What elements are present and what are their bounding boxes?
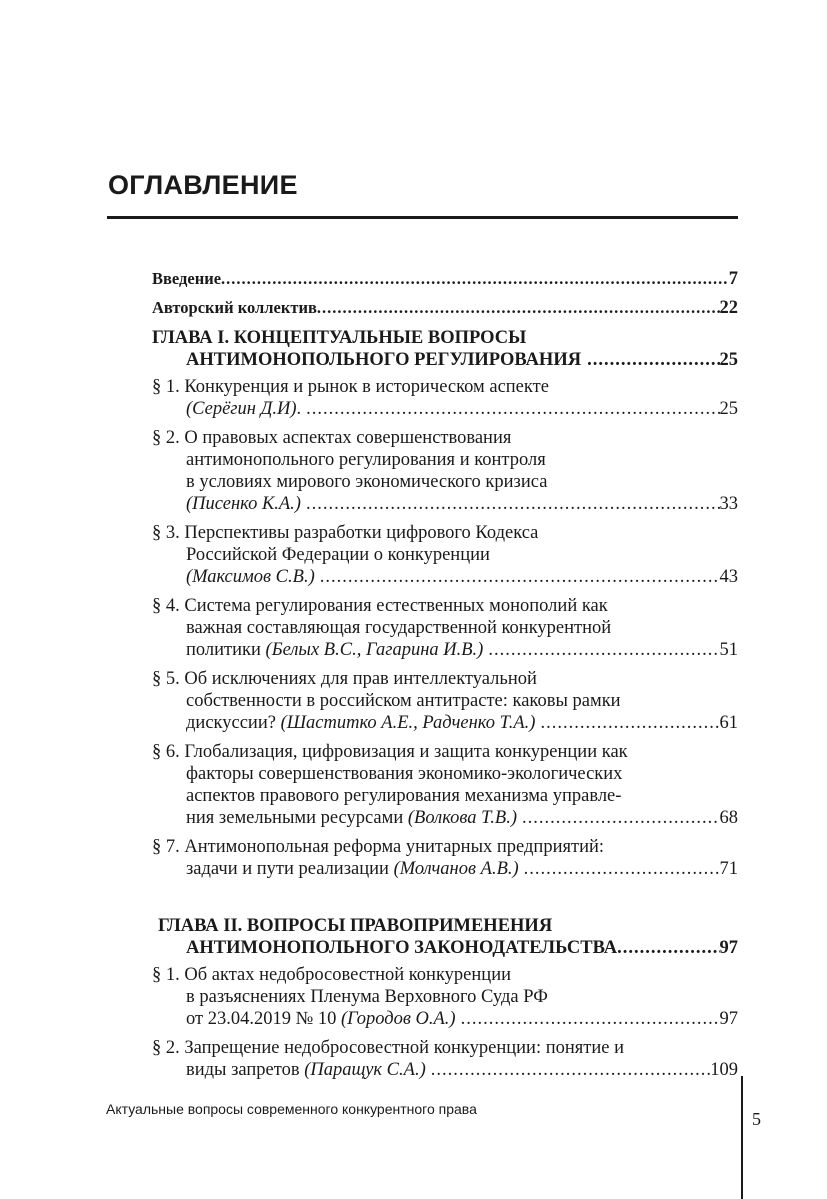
section-title-line: § 3. Перспективы разработки цифрового Кодекса (152, 523, 539, 543)
chapter-title-line: АНТИМОНОПОЛЬНОГО РЕГУЛИРОВАНИЯ (186, 350, 582, 370)
toc-section-entry[interactable] (152, 836, 738, 880)
toc-section-entry[interactable] (152, 522, 738, 588)
section-title-line: § 2. Запрещение недобросовестной конкуренции: понятие и (152, 1038, 624, 1058)
section-title-line: задачи и пути реализации (186, 859, 389, 879)
section-title-line: § 2. О правовых аспектах совершенствования (152, 428, 512, 448)
section-author: (Максимов С.В.) (186, 567, 315, 587)
toc-chapter-2[interactable] (152, 915, 738, 959)
toc-section-entry[interactable] (152, 1037, 738, 1081)
section-title-line: в разъяснениях Пленума Верховного Суда РФ (186, 987, 548, 1007)
footer-book-title: Актуальные вопросы современного конкурентного права (106, 1101, 477, 1117)
toc-section-entry[interactable] (152, 427, 738, 515)
toc-section-entry[interactable] (152, 964, 738, 1030)
section-author: (Волкова Т.В.) (407, 808, 518, 828)
section-author: (Серёгин Д.И) (186, 399, 297, 419)
toc-entry-page: 51 (719, 640, 738, 660)
toc-entry-page: 43 (719, 567, 738, 587)
section-author: (Писенко К.А.) (186, 494, 301, 514)
chapter-2-sections (152, 964, 738, 1081)
toc-entry-page: 109 (710, 1060, 738, 1080)
section-title-line: аспектов правового регулирования механизма управле- (186, 786, 622, 806)
section-author: (Молчанов А.В.) (393, 859, 519, 879)
toc-entry-page: 71 (719, 859, 738, 879)
section-title-line: в условиях мирового экономического кризиса (186, 472, 548, 492)
section-title-line: важная составляющая государственной конкурентной (186, 618, 612, 638)
toc-entry-page: 97 (719, 938, 738, 958)
toc-section-entry[interactable] (152, 741, 738, 829)
section-author: (Шаститко А.Е., Радченко Т.А.) (280, 713, 536, 733)
section-title-line: факторы совершенствования экономико-экологических (186, 764, 623, 784)
section-title-line: § 4. Система регулирования естественных монополий как (152, 596, 608, 616)
section-title-line: дискуссии? (186, 713, 276, 733)
section-title-line: § 5. Об исключениях для прав интеллектуальной (152, 669, 537, 689)
toc-entry-page: 25 (719, 350, 738, 370)
section-title-line: собственности в российском антитрасте: каковы рамки (186, 691, 621, 711)
section-author: (Белых В.С., Гагарина И.В.) (265, 640, 484, 660)
section-title-line: § 1. Об актах недобросовестной конкуренции (152, 965, 511, 985)
toc-entry-page: 33 (719, 494, 738, 514)
toc-section-entry[interactable] (152, 595, 738, 661)
toc-entry-authors[interactable] (152, 297, 738, 319)
toc-entry-page: 68 (719, 808, 738, 828)
chapter-title-line: ГЛАВА II. ВОПРОСЫ ПРАВОПРИМЕНЕНИЯ (158, 916, 553, 936)
toc-entry-page: 25 (719, 399, 738, 419)
toc-section-entry[interactable]: § 1. Конкуренция и рынок в историческом аспекте (Серёгин Д.И). ..... 25 (152, 376, 738, 420)
page-title: ОГЛАВЛЕНИЕ (108, 170, 298, 200)
section-title-line: от 23.04.2019 № 10 (186, 1009, 337, 1029)
section-title-line: политики (186, 640, 261, 660)
section-title-line: § 1. Конкуренция и рынок в историческом аспекте (152, 377, 549, 397)
chapter-title-line: ГЛАВА I. КОНЦЕПТУАЛЬНЫЕ ВОПРОСЫ (152, 328, 527, 348)
toc-chapter-1[interactable] (152, 327, 738, 371)
section-author: (Паращук С.А.) (304, 1060, 426, 1080)
section-title-line: антимонопольного регулирования и контроля (186, 450, 546, 470)
section-title-line: § 7. Антимонопольная реформа унитарных предприятий: (152, 837, 605, 857)
section-author: (Городов О.А.) (341, 1009, 456, 1029)
section-title-line: § 6. Глобализация, цифровизация и защита конкуренции как (152, 742, 628, 762)
section-title-line: виды запретов (186, 1060, 300, 1080)
chapter-title-line: АНТИМОНОПОЛЬНОГО ЗАКОНОДАТЕЛЬСТВА (186, 938, 618, 958)
toc-section-entry[interactable] (152, 668, 738, 734)
chapter-1-sections (152, 376, 738, 880)
page-number: 5 (752, 1109, 761, 1129)
footer-rule (741, 1076, 743, 1199)
toc-entry-label: Введение (152, 269, 222, 288)
toc-entry-label: Авторский коллектив (152, 298, 317, 317)
title-rule (107, 216, 738, 219)
section-title-line: ния земельными ресурсами (186, 808, 404, 828)
section-title-line: Российской Федерации о конкуренции (186, 545, 490, 565)
toc-entry-page: 22 (719, 298, 738, 318)
toc-entry-intro[interactable] (152, 268, 738, 290)
toc-entry-page: 97 (719, 1009, 738, 1029)
toc-entry-page: 7 (728, 269, 738, 289)
table-of-contents (152, 268, 738, 1088)
toc-entry-page: 61 (719, 713, 738, 733)
